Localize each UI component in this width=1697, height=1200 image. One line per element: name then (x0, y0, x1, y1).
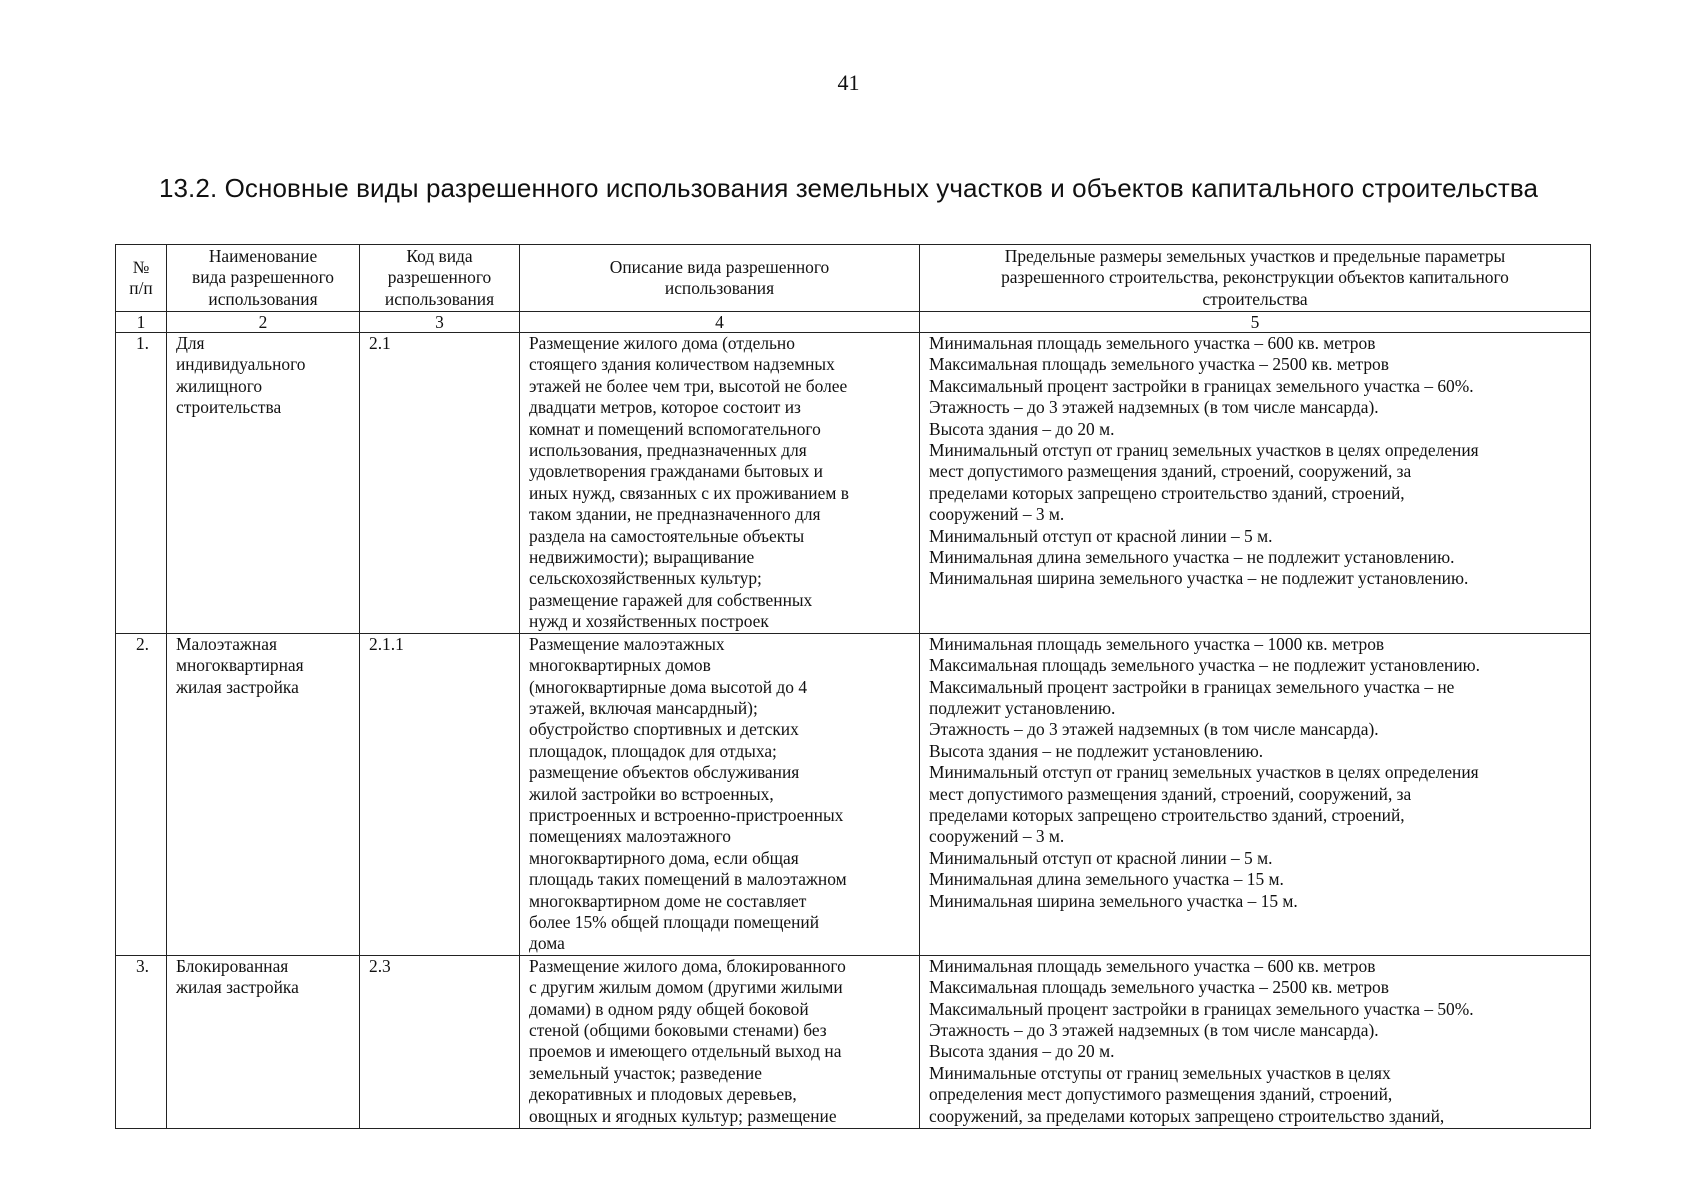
use-description: Размещение жилого дома (отдельно стоящего здания количеством надземных этажей не более чем три, высотой не более двадцати метров, которое состоит из комнат и помещений вспомогательного использования, предназначенных для удовлетворения гражданами бытовых и иных нужд, связанных с их проживанием в таком здании, не предназначенного для раздела на самостоятельные объекты недвижимости); выращивание сельскохозяйственных культур; размещение гаражей для собственных нужд и хозяйственных построек (520, 333, 920, 634)
row-number: 1. (116, 333, 167, 634)
column-number-4: 4 (520, 312, 920, 333)
column-number-3: 3 (360, 312, 520, 333)
row-number: 3. (116, 955, 167, 1128)
table-row (116, 633, 1591, 955)
header-number: № п/п (116, 245, 167, 312)
column-number-2: 2 (167, 312, 360, 333)
section-title: 13.2. Основные виды разрешенного использования земельных участков и объектов капитального строительства (158, 173, 1539, 203)
use-name: Блокированная жилая застройка (167, 955, 360, 1128)
limit-parameters: Минимальная площадь земельного участка – 600 кв. метров Максимальная площадь земельного участка – 2500 кв. метров Максимальный процент застройки в границах земельного участка – 60%. Этажность – до 3 этажей надземных (в том числе мансарда). Высота здания – до 20 м. Минимальный отступ от границ земельных участков в целях определения мест допустимого размещения зданий, строений, сооружений, за пределами которых запрещено строительство зданий, строений, сооружений – 3 м. Минимальный отступ от красной линии – 5 м. Минимальная длина земельного участка – не подлежит установлению. Минимальная ширина земельного участка – не подлежит установлению. (920, 333, 1591, 634)
header-use-code: Код вида разрешенного использования (360, 245, 520, 312)
column-number-5: 5 (920, 312, 1591, 333)
use-name: Для индивидуального жилищного строительства (167, 333, 360, 634)
header-limit-parameters: Предельные размеры земельных участков и предельные параметры разрешенного строительства, реконструкции объектов капитального строительства (920, 245, 1591, 312)
use-description: Размещение жилого дома, блокированного с другим жилым домом (другими жилыми домами) в одном ряду общей боковой стеной (общими боковыми стенами) без проемов и имеющего отдельный выход на земельный участок; разведение декоративных и плодовых деревьев, овощных и ягодных культур; размещение (520, 955, 920, 1128)
limit-parameters: Минимальная площадь земельного участка – 600 кв. метров Максимальная площадь земельного участка – 2500 кв. метров Максимальный процент застройки в границах земельного участка – 50%. Этажность – до 3 этажей надземных (в том числе мансарда). Высота здания – до 20 м. Минимальные отступы от границ земельных участков в целях определения мест допустимого размещения зданий, строений, сооружений, за пределами которых запрещено строительство зданий, (920, 955, 1591, 1128)
row-number: 2. (116, 633, 167, 955)
header-use-description: Описание вида разрешенного использования (520, 245, 920, 312)
column-number-1: 1 (116, 312, 167, 333)
use-description: Размещение малоэтажных многоквартирных домов (многоквартирные дома высотой до 4 этажей, включая мансардный); обустройство спортивных и детских площадок, площадок для отдыха; размещение объектов обслуживания жилой застройки во встроенных, пристроенных и встроенно-пристроенных помещениях малоэтажного многоквартирного дома, если общая площадь таких помещений в малоэтажном многоквартирном доме не составляет более 15% общей площади помещений дома (520, 633, 920, 955)
use-name: Малоэтажная многоквартирная жилая застройка (167, 633, 360, 955)
page-number: 41 (837, 70, 860, 95)
column-number-row (116, 312, 1591, 333)
use-code: 2.1.1 (360, 633, 520, 955)
use-code: 2.1 (360, 333, 520, 634)
land-use-table (115, 244, 1591, 1129)
table-row (116, 333, 1591, 634)
table-header-row (116, 245, 1591, 312)
table-row (116, 955, 1591, 1128)
use-code: 2.3 (360, 955, 520, 1128)
limit-parameters: Минимальная площадь земельного участка – 1000 кв. метров Максимальная площадь земельного участка – не подлежит установлению. Максимальный процент застройки в границах земельного участка – не подлежит установлению. Этажность – до 3 этажей надземных (в том числе мансарда). Высота здания – не подлежит установлению. Минимальный отступ от границ земельных участков в целях определения мест допустимого размещения зданий, строений, сооружений, за пределами которых запрещено строительство зданий, строений, сооружений – 3 м. Минимальный отступ от красной линии – 5 м. Минимальная длина земельного участка – 15 м. Минимальная ширина земельного участка – 15 м. (920, 633, 1591, 955)
header-use-name: Наименование вида разрешенного использования (167, 245, 360, 312)
